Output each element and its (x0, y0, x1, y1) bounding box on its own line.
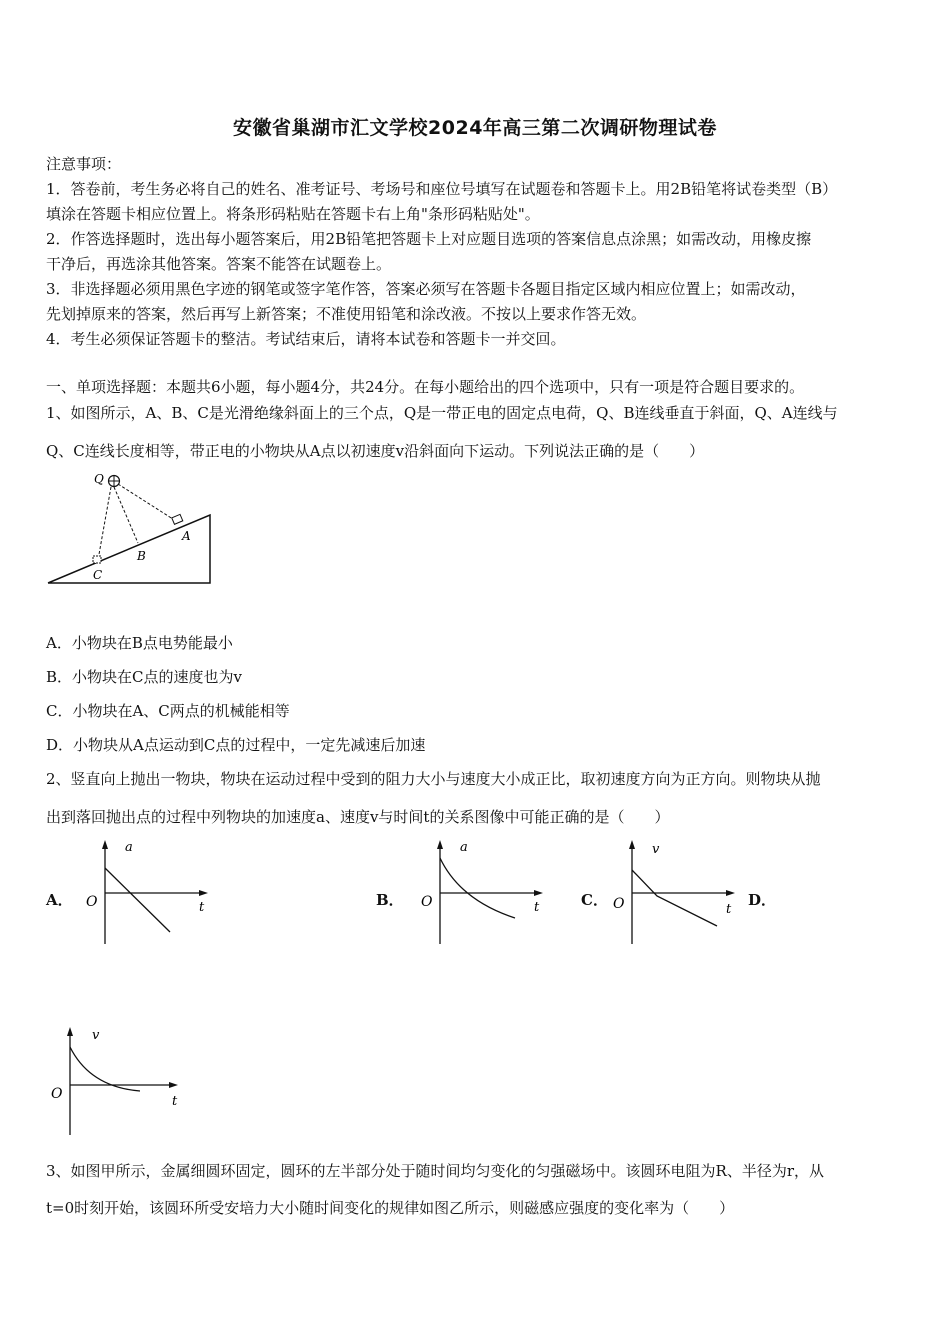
x-axis-label: t (534, 900, 540, 915)
label-c: C (93, 568, 103, 582)
q1-incline-figure (40, 465, 230, 595)
label-q: Q (94, 472, 104, 486)
q2-graph-b (415, 838, 550, 948)
q1-stem-line-1: 1、如图所示，A、B、C是光滑绝缘斜面上的三个点，Q是一带正电的固定点电荷，Q、B连线垂直于斜面，Q、A连线与 (46, 404, 838, 422)
q2-stem-line-1: 2、竖直向上抛出一物块，物块在运动过程中受到的阻力大小与速度大小成正比，取初速度方向为正方向。则物块从抛 (46, 770, 821, 788)
origin-label: O (86, 894, 98, 910)
block-a (172, 514, 183, 524)
x-axis-label: t (199, 900, 205, 915)
notice-line-3: 2．作答选择题时，选出每小题答案后，用2B铅笔把答题卡上对应题目选项的答案信息点涂黑；如需改动，用橡皮擦 (46, 230, 812, 248)
notice-line-7: 4．考生必须保证答题卡的整洁。考试结束后，请将本试卷和答题卡一并交回。 (46, 330, 566, 348)
q1-option-c[interactable]: C．小物块在A、C两点的机械能相等 (46, 702, 290, 720)
curve (440, 858, 515, 918)
notice-line-6: 先划掉原来的答案，然后再写上新答案；不准使用铅笔和涂改液。不按以上要求作答无效。 (46, 305, 647, 323)
q1-option-b[interactable]: B．小物块在C点的速度也为v (46, 668, 242, 686)
q2-option-c-label[interactable]: C． (581, 891, 608, 909)
origin-label: O (51, 1086, 63, 1102)
block-c (93, 556, 101, 563)
origin-label: O (613, 896, 625, 912)
notice-line-5: 3．非选择题必须用黑色字迹的钢笔或签字笔作答，答案必须写在答题卡各题目指定区域内相应位置上；如需改动， (46, 280, 806, 298)
label-b: B (137, 549, 146, 563)
page-title: 安徽省巢湖市汇文学校2024年高三第二次调研物理试卷 (233, 117, 717, 139)
q2-graph-c (607, 838, 742, 948)
q3-stem-line-2: t=0时刻开始，该圆环所受安培力大小随时间变化的规律如图乙所示，则磁感应强度的变化率为（ ） (46, 1199, 735, 1217)
q2-stem-line-2: 出到落回抛出点的过程中列物块的加速度a、速度v与时间t的关系图像中可能正确的是（ ） (46, 808, 670, 826)
q2-option-a-label[interactable]: A． (46, 891, 73, 909)
q2-graph-a (80, 838, 215, 948)
y-axis-label: v (92, 1028, 100, 1043)
section-heading: 一、单项选择题：本题共6小题，每小题4分，共24分。在每小题给出的四个选项中，只有一项是符合题目要求的。 (46, 378, 805, 396)
notice-line-1: 1．答卷前，考生务必将自己的姓名、准考证号、考场号和座位号填写在试题卷和答题卡上。用2B铅笔将试卷类型（B） (46, 180, 838, 198)
q3-stem-line-1: 3、如图甲所示，金属细圆环固定，圆环的左半部分处于随时间均匀变化的匀强磁场中。该圆环电阻为R、半径为r，从 (46, 1162, 825, 1180)
line-qc (98, 487, 111, 560)
q1-option-d[interactable]: D．小物块从A点运动到C点的过程中，一定先减速后加速 (46, 736, 426, 754)
q2-graph-d (45, 1025, 185, 1140)
line-qb (114, 487, 138, 543)
q1-option-a[interactable]: A．小物块在B点电势能最小 (46, 634, 233, 652)
x-axis-label: t (172, 1094, 178, 1109)
origin-label: O (421, 894, 433, 910)
q2-option-d-label[interactable]: D． (748, 891, 777, 909)
q1-stem-line-2: Q、C连线长度相等，带正电的小物块从A点以初速度v沿斜面向下运动。下列说法正确的是（ ） (46, 442, 705, 460)
curve (632, 870, 717, 926)
x-axis-label: t (726, 902, 732, 917)
curve (105, 868, 170, 932)
y-axis-label: v (652, 842, 660, 857)
notice-heading: 注意事项： (46, 155, 122, 173)
label-a: A (182, 529, 191, 543)
y-axis-label: a (460, 840, 468, 855)
incline-outline (48, 515, 210, 583)
notice-line-4: 干净后，再选涂其他答案。答案不能答在试题卷上。 (46, 255, 392, 273)
q2-option-b-label[interactable]: B． (376, 891, 404, 909)
notice-line-2: 填涂在答题卡相应位置上。将条形码粘贴在答题卡右上角"条形码粘贴处"。 (46, 205, 540, 223)
y-axis-label: a (125, 840, 133, 855)
